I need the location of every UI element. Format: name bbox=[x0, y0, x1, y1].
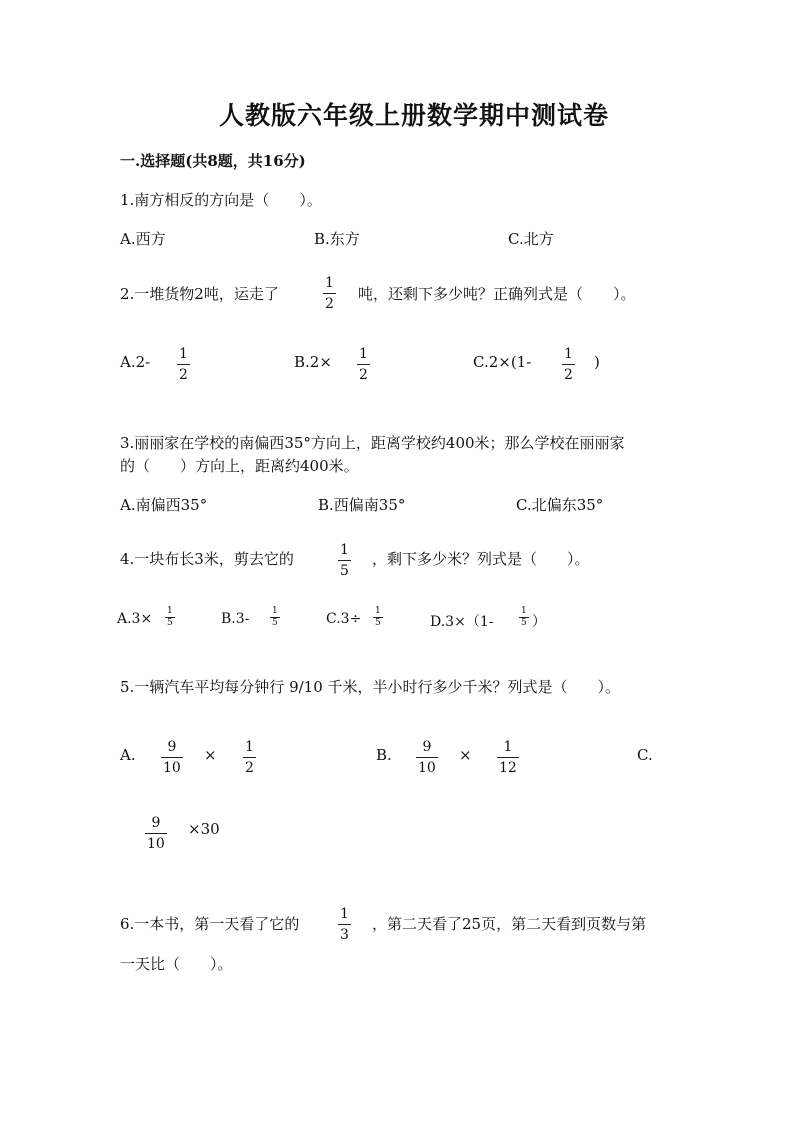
q4-option-d-fraction: 1 5 bbox=[521, 606, 527, 628]
q6-stem-line2: 一天比（ ）。 bbox=[120, 955, 233, 973]
q5-option-b-times: × bbox=[459, 746, 472, 764]
q4-stem-fraction: 1 5 bbox=[340, 542, 349, 579]
q2-option-c: C.2×(1- bbox=[473, 353, 532, 371]
q3-option-c: C.北偏东35° bbox=[516, 496, 604, 514]
q4-option-c: C.3÷ bbox=[326, 611, 362, 627]
q5-option-a-label: A. bbox=[120, 746, 136, 764]
q2-option-a-fraction: 1 2 bbox=[179, 346, 188, 383]
q3-stem-line1: 3.丽丽家在学校的南偏西35°方向上，距离学校约400米；那么学校在丽丽家 bbox=[120, 434, 625, 452]
q5-option-c-fraction: 9 10 bbox=[147, 815, 165, 852]
q5-stem: 5.一辆汽车平均每分钟行 9/10 千米，半小时行多少千米？列式是（ ）。 bbox=[120, 678, 621, 696]
q4-option-c-fraction: 1 5 bbox=[375, 606, 381, 628]
q5-option-b-label: B. bbox=[376, 746, 392, 764]
q5-option-b-fraction2: 1 12 bbox=[499, 739, 517, 776]
q1-stem: 1.南方相反的方向是（ ）。 bbox=[120, 191, 322, 209]
q4-stem-before: 4.一块布长3米，剪去它的 bbox=[120, 550, 294, 568]
section-heading: 一.选择题(共8题，共16分) bbox=[120, 152, 306, 170]
q6-stem-fraction: 1 3 bbox=[340, 906, 349, 943]
q2-stem-fraction: 1 2 bbox=[325, 275, 334, 312]
q5-option-c-label: C. bbox=[637, 746, 653, 764]
q2-stem-after: 吨，还剩下多少吨？正确列式是（ ）。 bbox=[358, 285, 636, 303]
q4-option-b-fraction: 1 5 bbox=[272, 606, 278, 628]
q5-option-b-fraction1: 9 10 bbox=[418, 739, 436, 776]
q4-option-d-suffix: ） bbox=[532, 614, 546, 630]
q4-option-a-fraction: 1 5 bbox=[167, 606, 173, 628]
q2-stem-before: 2.一堆货物2吨，运走了 bbox=[120, 285, 279, 303]
q6-stem-after: ，第二天看了25页，第二天看到页数与第 bbox=[372, 915, 647, 933]
q1-option-c: C.北方 bbox=[508, 230, 554, 248]
q2-option-b-fraction: 1 2 bbox=[359, 346, 368, 383]
q2-option-b: B.2× bbox=[294, 353, 332, 371]
page-title: 人教版六年级上册数学期中测试卷 bbox=[219, 101, 610, 130]
q4-option-a: A.3× bbox=[117, 611, 153, 627]
q1-option-b: B.东方 bbox=[314, 230, 360, 248]
q4-stem-after: ，剩下多少米？列式是（ ）。 bbox=[372, 550, 590, 568]
q3-option-a: A.南偏西35° bbox=[120, 496, 208, 514]
q3-option-b: B.西偏南35° bbox=[318, 496, 406, 514]
q1-option-a: A.西方 bbox=[120, 230, 166, 248]
q5-option-a-times: × bbox=[204, 746, 217, 764]
q3-stem-line2: 的（ ）方向上，距离约400米。 bbox=[120, 457, 359, 475]
q4-option-d: D.3×（1- bbox=[430, 614, 494, 630]
q5-option-a-fraction2: 1 2 bbox=[245, 739, 254, 776]
q4-option-b: B.3- bbox=[221, 611, 250, 627]
q5-option-c-times30: ×30 bbox=[188, 820, 220, 838]
q6-stem-before: 6.一本书，第一天看了它的 bbox=[120, 915, 300, 933]
q2-option-a: A.2- bbox=[120, 353, 151, 371]
q2-option-c-fraction: 1 2 bbox=[564, 346, 573, 383]
q2-option-c-suffix: ) bbox=[594, 353, 600, 371]
q5-option-a-fraction1: 9 10 bbox=[163, 739, 181, 776]
